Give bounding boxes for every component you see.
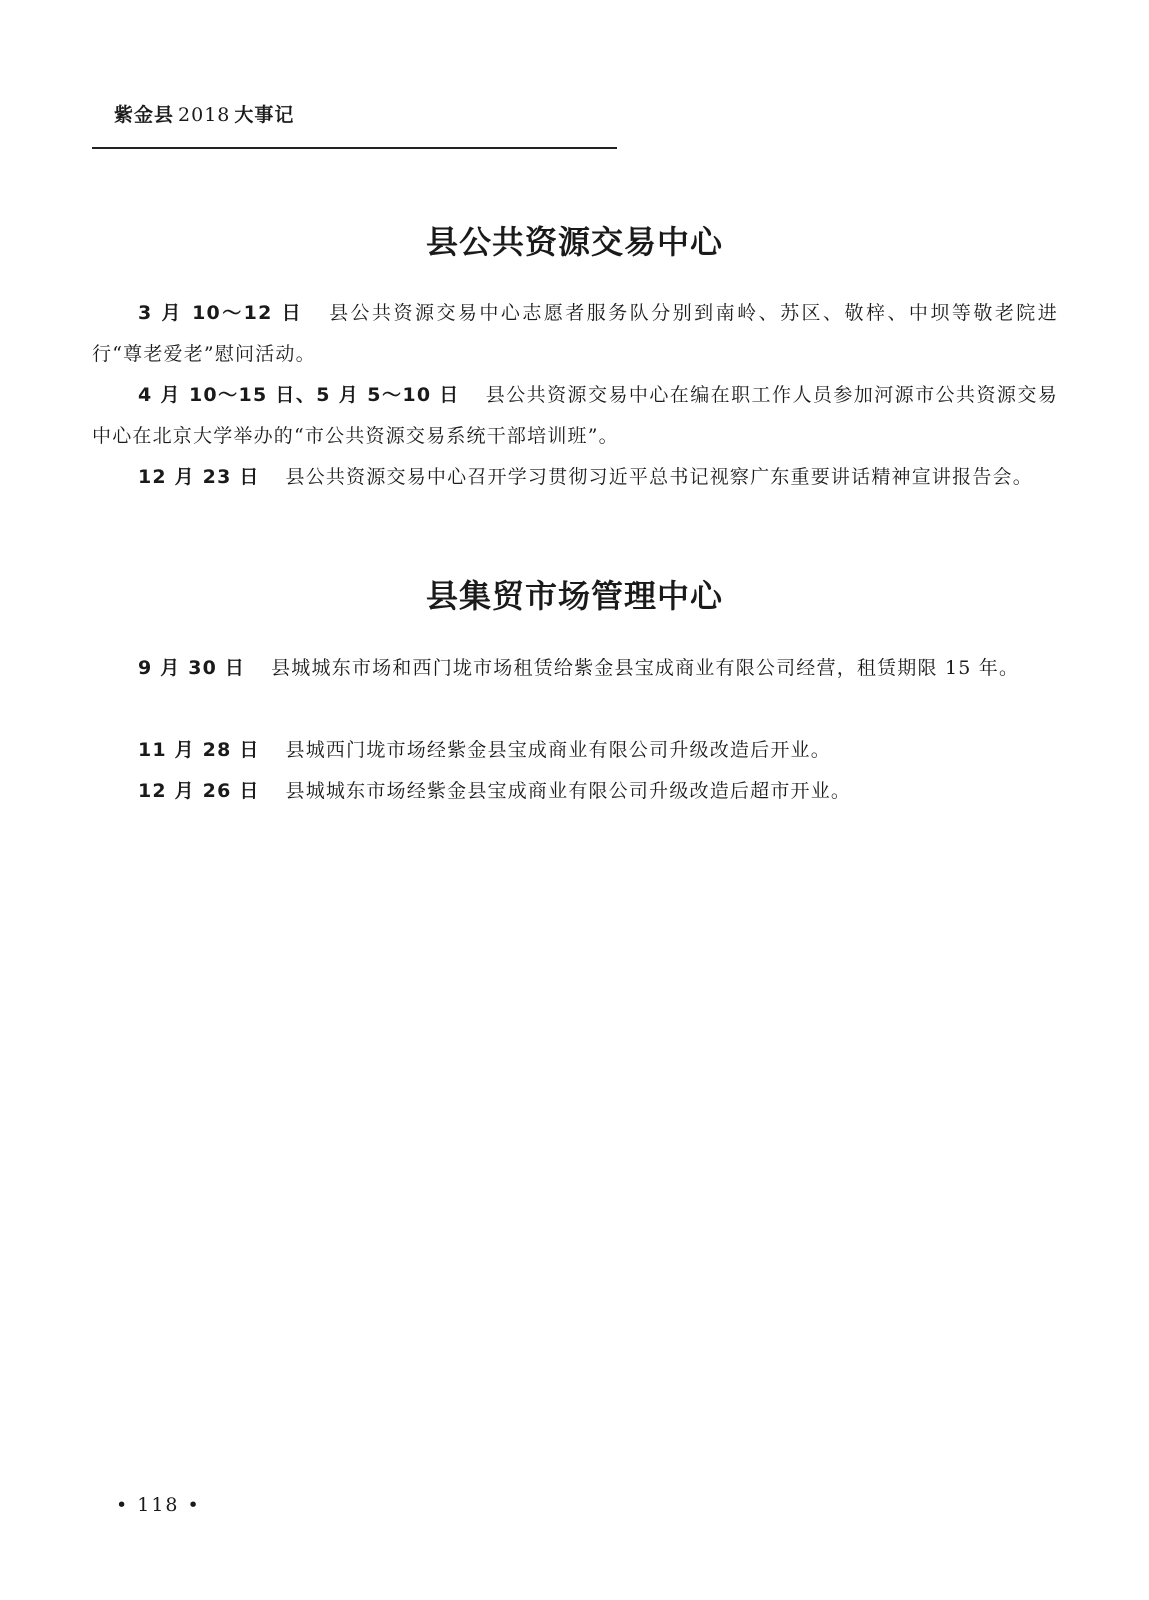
header-year: 2018: [178, 104, 231, 126]
header-rule: [92, 147, 617, 149]
entry-date: 12 月 26 日: [138, 780, 260, 802]
entry-market-management-3: [92, 771, 1058, 812]
entry-date: 4 月 10～15 日、5 月 5～10 日: [138, 384, 460, 406]
section-title-market-management: 县集贸市场管理中心: [425, 577, 723, 615]
running-header: [114, 100, 294, 127]
entry-public-resource-1: [92, 293, 1058, 375]
section-title-public-resource: 县公共资源交易中心: [425, 223, 723, 261]
entry-text: 县公共资源交易中心在编在职工作人员参加河源市公共资源交易中心在北京大学举办的“市公共资源交易系统干部培训班”。: [92, 384, 1058, 447]
entry-text: 县城西门垅市场经紫金县宝成商业有限公司升级改造后开业。: [285, 739, 831, 761]
page-number: • 118 •: [116, 1494, 201, 1516]
entry-text: 县公共资源交易中心召开学习贯彻习近平总书记视察广东重要讲话精神宣讲报告会。: [285, 466, 1033, 488]
entry-text: 县城城东市场经紫金县宝成商业有限公司升级改造后超市开业。: [285, 780, 852, 802]
entry-date: 3 月 10～12 日: [138, 302, 304, 324]
header-suffix: 大事记: [234, 104, 295, 126]
entry-public-resource-3: [92, 457, 1058, 498]
entry-date: 9 月 30 日: [138, 657, 246, 679]
entry-market-management-1: [92, 648, 1058, 689]
entry-public-resource-2: [92, 375, 1058, 457]
header-county: 紫金县: [114, 104, 175, 126]
entry-market-management-2: [92, 730, 1058, 771]
entry-date: 12 月 23 日: [138, 466, 260, 488]
entry-date: 11 月 28 日: [138, 739, 260, 761]
entry-text: 县公共资源交易中心志愿者服务队分别到南岭、苏区、敬梓、中坝等敬老院进行“尊老爱老”慰问活动。: [92, 302, 1058, 365]
entry-text: 县城城东市场和西门垅市场租赁给紫金县宝成商业有限公司经营，租赁期限 15 年。: [271, 657, 1020, 679]
